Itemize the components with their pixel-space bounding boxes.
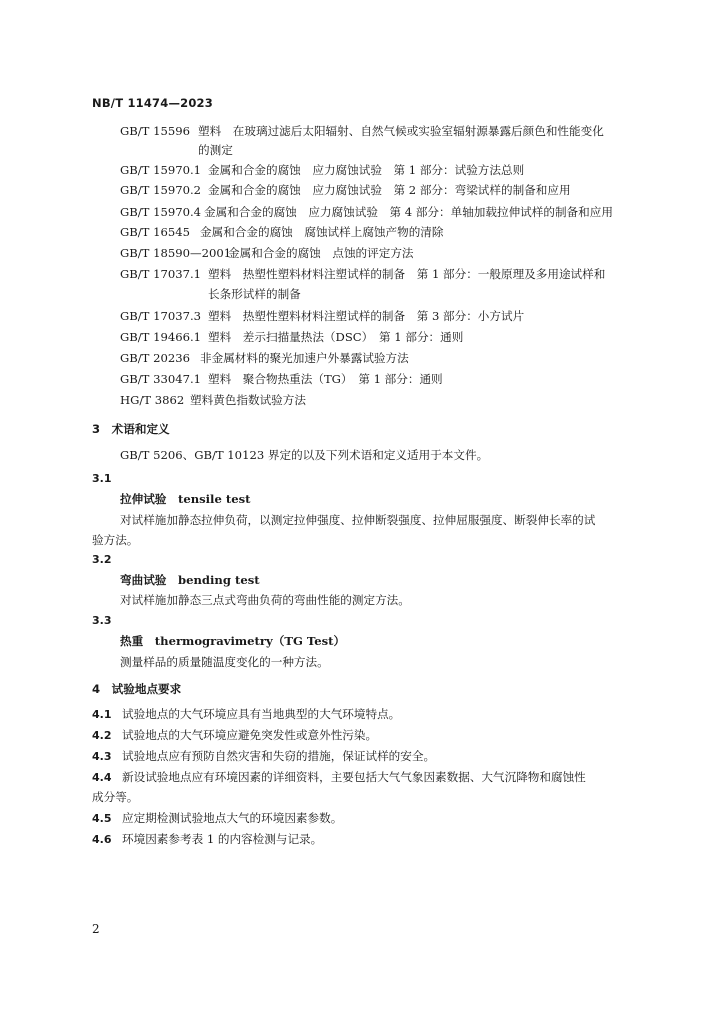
- clause-item: [92, 770, 586, 785]
- clause-number: 4.6: [92, 833, 112, 846]
- clause-text: 新设试验地点应有环境因素的详细资料，主要包括大气气象因素数据、大气沉降物和腐蚀性: [122, 770, 586, 784]
- clause-text: 应定期检测试验地点大气的环境因素参数。: [122, 811, 343, 825]
- ref-title: 塑料 热塑性塑料材料注塑试样的制备 第 3 部分：小方试片: [208, 309, 525, 323]
- ref-code: GB/T 18590—2001: [120, 246, 232, 260]
- ref-title: 塑料 在玻璃过滤后太阳辐射、自然气候或实验室辐射源暴露后颜色和性能变化: [198, 124, 604, 138]
- document-id: NB/T 11474—2023: [92, 96, 213, 110]
- term-title: 热重 thermogravimetry（TG Test）: [120, 634, 346, 648]
- ref-title: 金属和合金的腐蚀 应力腐蚀试验 第 4 部分：单轴加载拉伸试样的制备和应用: [204, 205, 613, 219]
- ref-title: 金属和合金的腐蚀 腐蚀试样上腐蚀产物的清除: [200, 225, 444, 239]
- term-definition: 测量样品的质量随温度变化的一种方法。: [120, 655, 329, 669]
- ref-item: [120, 393, 306, 407]
- term-number: 3.1: [92, 472, 112, 485]
- clause-item: [92, 707, 400, 722]
- ref-item: [120, 246, 414, 260]
- ref-title: 塑料 差示扫描量热法（DSC） 第 1 部分：通则: [208, 330, 464, 344]
- term-definition: 对试样施加静态拉伸负荷，以测定拉伸强度、拉伸断裂强度、拉伸屈服强度、断裂伸长率的试: [120, 513, 596, 527]
- ref-code: GB/T 15970.4: [120, 205, 202, 219]
- clause-item: [92, 749, 435, 764]
- ref-code: GB/T 17037.1: [120, 267, 202, 281]
- clause-text: 试验地点的大气环境应具有当地典型的大气环境特点。: [122, 707, 401, 721]
- ref-code: GB/T 20236: [120, 351, 190, 365]
- ref-code: GB/T 16545: [120, 225, 190, 239]
- term-number: 3.3: [92, 614, 112, 627]
- ref-title: 金属和合金的腐蚀 应力腐蚀试验 第 1 部分：试验方法总则: [208, 163, 525, 177]
- ref-title-cont: 长条形试样的制备: [208, 287, 301, 301]
- ref-item: [120, 183, 571, 197]
- ref-item: [120, 124, 604, 138]
- ref-item: [120, 205, 613, 219]
- clause-number: 4.5: [92, 812, 112, 825]
- ref-title: 塑料黄色指数试验方法: [190, 393, 306, 407]
- ref-title: 金属和合金的腐蚀 点蚀的评定方法: [228, 246, 414, 260]
- ref-title: 非金属材料的聚光加速户外暴露试验方法: [200, 351, 409, 365]
- ref-item: [120, 330, 463, 344]
- clause-text: 试验地点的大气环境应避免突发性或意外性污染。: [122, 728, 378, 742]
- term-definition: 对试样施加静态三点式弯曲负荷的弯曲性能的测定方法。: [120, 593, 410, 607]
- clause-number: 4.1: [92, 708, 112, 721]
- page-number: 2: [92, 922, 100, 936]
- clause-item: [92, 728, 377, 743]
- clause-text: 环境因素参考表 1 的内容检测与记录。: [122, 832, 323, 846]
- clause-number: 4.2: [92, 729, 112, 742]
- ref-item: [120, 163, 524, 177]
- ref-code: GB/T 15970.1: [120, 163, 202, 177]
- clause-number: 4.4: [92, 771, 112, 784]
- ref-item: [120, 309, 524, 323]
- ref-code: GB/T 19466.1: [120, 330, 202, 344]
- section-intro: GB/T 5206、GB/T 10123 界定的以及下列术语和定义适用于本文件。: [120, 448, 489, 462]
- ref-title-cont: 的测定: [198, 143, 233, 157]
- ref-item: [120, 225, 443, 239]
- ref-code: GB/T 15970.2: [120, 183, 202, 197]
- ref-item: [120, 267, 605, 281]
- section-heading: 4 试验地点要求: [92, 682, 182, 696]
- ref-item: [120, 351, 409, 365]
- ref-code: GB/T 33047.1: [120, 372, 202, 386]
- term-definition-cont: 验方法。: [92, 533, 139, 547]
- ref-code: GB/T 17037.3: [120, 309, 202, 323]
- ref-title: 金属和合金的腐蚀 应力腐蚀试验 第 2 部分：弯梁试样的制备和应用: [208, 183, 571, 197]
- ref-title: 塑料 热塑性塑料材料注塑试样的制备 第 1 部分：一般原理及多用途试样和: [208, 267, 606, 281]
- clause-text: 试验地点应有预防自然灾害和失窃的措施，保证试样的安全。: [122, 749, 436, 763]
- ref-code: HG/T 3862: [120, 393, 185, 407]
- clause-item: [92, 832, 322, 847]
- clause-text-cont: 成分等。: [92, 790, 139, 804]
- ref-item: [120, 372, 443, 386]
- term-title: 拉伸试验 tensile test: [120, 492, 251, 506]
- clause-item: [92, 811, 342, 826]
- term-title: 弯曲试验 bending test: [120, 573, 260, 587]
- ref-code: GB/T 15596: [120, 124, 190, 138]
- clause-number: 4.3: [92, 750, 112, 763]
- section-heading: 3 术语和定义: [92, 422, 170, 436]
- term-number: 3.2: [92, 553, 112, 566]
- ref-title: 塑料 聚合物热重法（TG） 第 1 部分：通则: [208, 372, 443, 386]
